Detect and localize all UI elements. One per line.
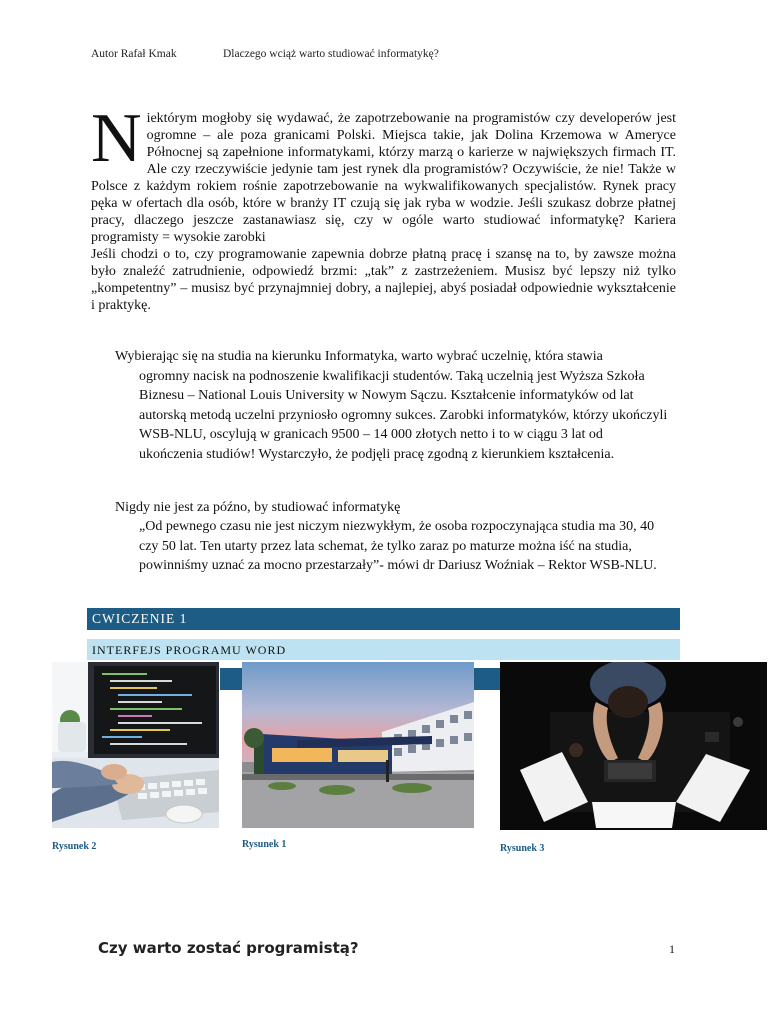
section-subheading-word: INTERFEJS PROGRAMU WORD bbox=[87, 639, 680, 660]
footer-title: Czy warto zostać programistą? bbox=[98, 939, 359, 957]
section-heading-exercise: CWICZENIE 1 bbox=[87, 608, 680, 630]
university-building-illustration bbox=[242, 662, 474, 828]
quote-block-1 bbox=[115, 347, 670, 464]
subheading: Nigdy nie jest za późno, by studiować informatykę bbox=[115, 500, 401, 515]
coding-laptop-illustration bbox=[52, 662, 219, 828]
header-author: Autor Rafał Kmak bbox=[91, 48, 177, 60]
figure-3-image bbox=[500, 662, 767, 830]
intro-text bbox=[91, 100, 676, 314]
page-header bbox=[91, 48, 439, 60]
figure-2-caption: Rysunek 2 bbox=[52, 841, 97, 852]
figure-1-caption: Rysunek 1 bbox=[242, 839, 287, 850]
figure-3-caption: Rysunek 3 bbox=[500, 843, 545, 854]
quote-1-first-line: Wybierając się na studia na kierunku Informatyka, warto wybrać uczelnię, która stawia bbox=[115, 349, 603, 364]
intro-paragraph-1-text: iektórym mogłoby się wydawać, że zapotrzebowanie na programistów czy developerów jest ogromne – ale poza granicami Polski. Miejsca takie, jak Dolina Krzemowa w Ameryce Północnej są zapełnione informatykami, którzy marzą o karierze w największych firmach IT. Ale czy rzeczywiście jedynie tam jest rynek dla programistów? Oczywiście, że nie! Także w Polsce z każdym rokiem rośnie zapotrzebowanie na wykwalifikowanych specjalistów. Rynek pracy pęka w ofertach dla osób, które w branży IT czują się jak ryba w wodzie. Jeśli szukasz dobrze płatnej pracy, dlaczego jeszcze zastanawiasz się, czy w ogóle warto studiować informatykę? Kariera programisty = wysokie zarobki bbox=[91, 111, 676, 245]
programmer-desk-illustration bbox=[500, 662, 767, 830]
drop-cap: N bbox=[91, 100, 142, 177]
header-title: Dlaczego wciąż warto studiować informatykę? bbox=[223, 48, 439, 60]
quote-block-2: „Od pewnego czasu nie jest niczym niezwykłym, że osoba rozpoczynająca studia ma 30, 40 czy 50 lat. Ten utarty przez lata schemat, że tylko zaraz po maturze można iść na studia, powinniśmy uznać za mocno przestarzały”- mówi dr Dariusz Woźniak – Rektor WSB-NLU. bbox=[139, 519, 657, 573]
quote-1-rest: ogromny nacisk na podnoszenie kwalifikacji studentów. Taką uczelnią jest Wyższa Szkoła Biznesu – National Louis University w Nowym Sączu. Kształcenie informatyków od lat autorską metodą uczelni przyniosło ogromny sukces. Zarobki informatyków, którzy ukończyli WSB-NLU, oscylują w granicach 9500 – 14 000 złotych netto i to w ciągu 3 lat od ukończenia studiów! Wystarczyło, że podjęli pracę zgodną z kierunkiem kształcenia. bbox=[139, 368, 668, 462]
intro-paragraph-1 bbox=[91, 100, 676, 246]
figure-2-image bbox=[52, 662, 219, 828]
figure-1-image bbox=[242, 662, 474, 828]
intro-paragraph-2: Jeśli chodzi o to, czy programowanie zapewnia dobrze płatną pracę i szansę na to, by zawsze można było znaleźć zatrudnienie, odpowiedź brzmi: „tak” z zastrzeżeniem. Musisz być lepszy niż tylko „kompetentny” – musisz być przynajmniej dobry, a najlepiej, abyś posiadał odpowiednie wykształcenie i praktykę. bbox=[91, 247, 676, 313]
page-number: 1 bbox=[669, 942, 675, 956]
